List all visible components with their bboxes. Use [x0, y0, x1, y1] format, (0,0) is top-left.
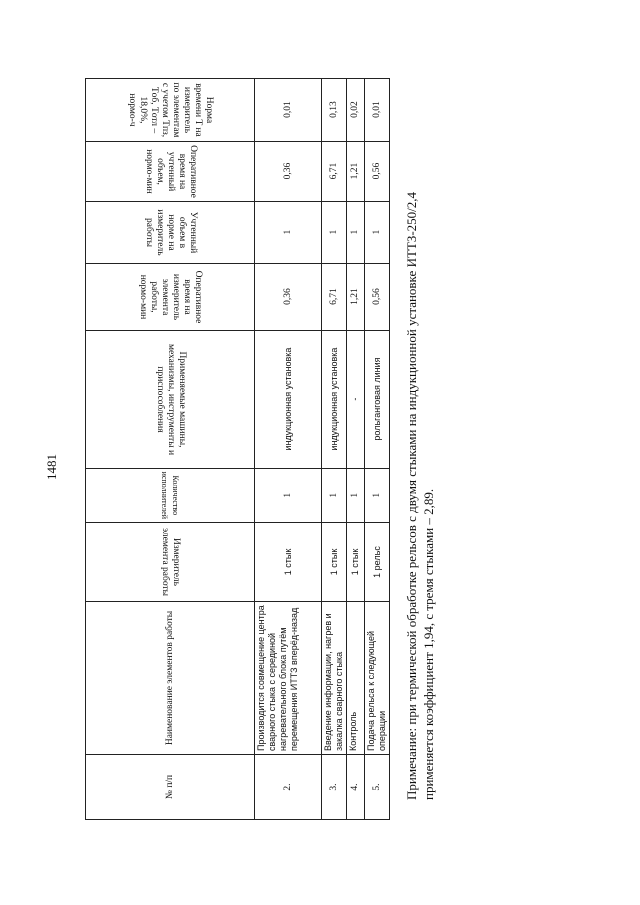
table-row — [255, 78, 322, 819]
page-number: 1481 — [44, 454, 59, 480]
cell: 1 стык — [255, 523, 322, 602]
header-cell: Наименование элементов работы — [86, 602, 255, 755]
cell: 6,71 — [322, 141, 347, 201]
cell: 0,01 — [255, 78, 322, 141]
cell: 2. — [255, 755, 322, 820]
cell: 1 стык — [322, 523, 347, 602]
cell: Производится совмещение центра сварного стыка с серединой нагревательного блока путём перемещения ИТТЗ вперёд-назад — [255, 602, 322, 755]
cell: 1 — [255, 201, 322, 263]
cell: рольганговая линия — [365, 330, 390, 468]
cell: 1 — [365, 468, 390, 522]
cell: 1 — [322, 201, 347, 263]
cell: 0,02 — [347, 78, 365, 141]
cell: Контроль — [347, 602, 365, 755]
table-row — [365, 78, 390, 819]
cell: 1 — [322, 468, 347, 522]
cell: индукционная установка — [255, 330, 322, 468]
cell: 0,13 — [322, 78, 347, 141]
header-cell: Оперативное время на измеритель элемента работы, нормо-мин — [86, 263, 255, 330]
table-note: Примечание: при термической обработке рельсов с двумя стыками на индукционной установке ИТТЗ-250/2,4 применяется коэффициент 1,94, с тремя стыками – 2,89. — [404, 191, 436, 800]
cell: 3. — [322, 755, 347, 820]
header-cell: Норма времени T на измеритель по элементам с учетом Tпз, Tоб, Tотл – 18,0%, нормо-ч — [86, 78, 255, 141]
cell: 0,56 — [365, 263, 390, 330]
cell: 1,21 — [347, 263, 365, 330]
cell: 0,01 — [365, 78, 390, 141]
cell: 0,36 — [255, 141, 322, 201]
table-row — [347, 78, 365, 819]
header-cell: Оперативное время на учтенный объем, нормо-мин — [86, 141, 255, 201]
cell: 1,21 — [347, 141, 365, 201]
cell: 1 стык — [347, 523, 365, 602]
cell: 1 — [365, 201, 390, 263]
header-cell: Измеритель элемента работы — [86, 523, 255, 602]
cell: 1 — [255, 468, 322, 522]
cell: 0,56 — [365, 141, 390, 201]
cell: 0,36 — [255, 263, 322, 330]
table-row — [322, 78, 347, 819]
header-cell: Учтенный объем в норме на измеритель работы — [86, 201, 255, 263]
cell: 1 рельс — [365, 523, 390, 602]
cell: 6,71 — [322, 263, 347, 330]
cell: 5. — [365, 755, 390, 820]
cell: 1 — [347, 201, 365, 263]
header-cell: Количество исполнителей — [86, 468, 255, 522]
table-header-row — [86, 78, 255, 819]
cell: Подача рельса к следующей операции — [365, 602, 390, 755]
header-cell: Применяемые машины, механизмы, инструменты и приспособления — [86, 330, 255, 468]
cell: 1 — [347, 468, 365, 522]
cell: 4. — [347, 755, 365, 820]
cell: - — [347, 330, 365, 468]
cell: Введение информации, нагрев и закалка сварного стыка — [322, 602, 347, 755]
cell: индукционная установка — [322, 330, 347, 468]
norms-table — [85, 78, 390, 820]
header-cell: № п/п — [86, 755, 255, 820]
